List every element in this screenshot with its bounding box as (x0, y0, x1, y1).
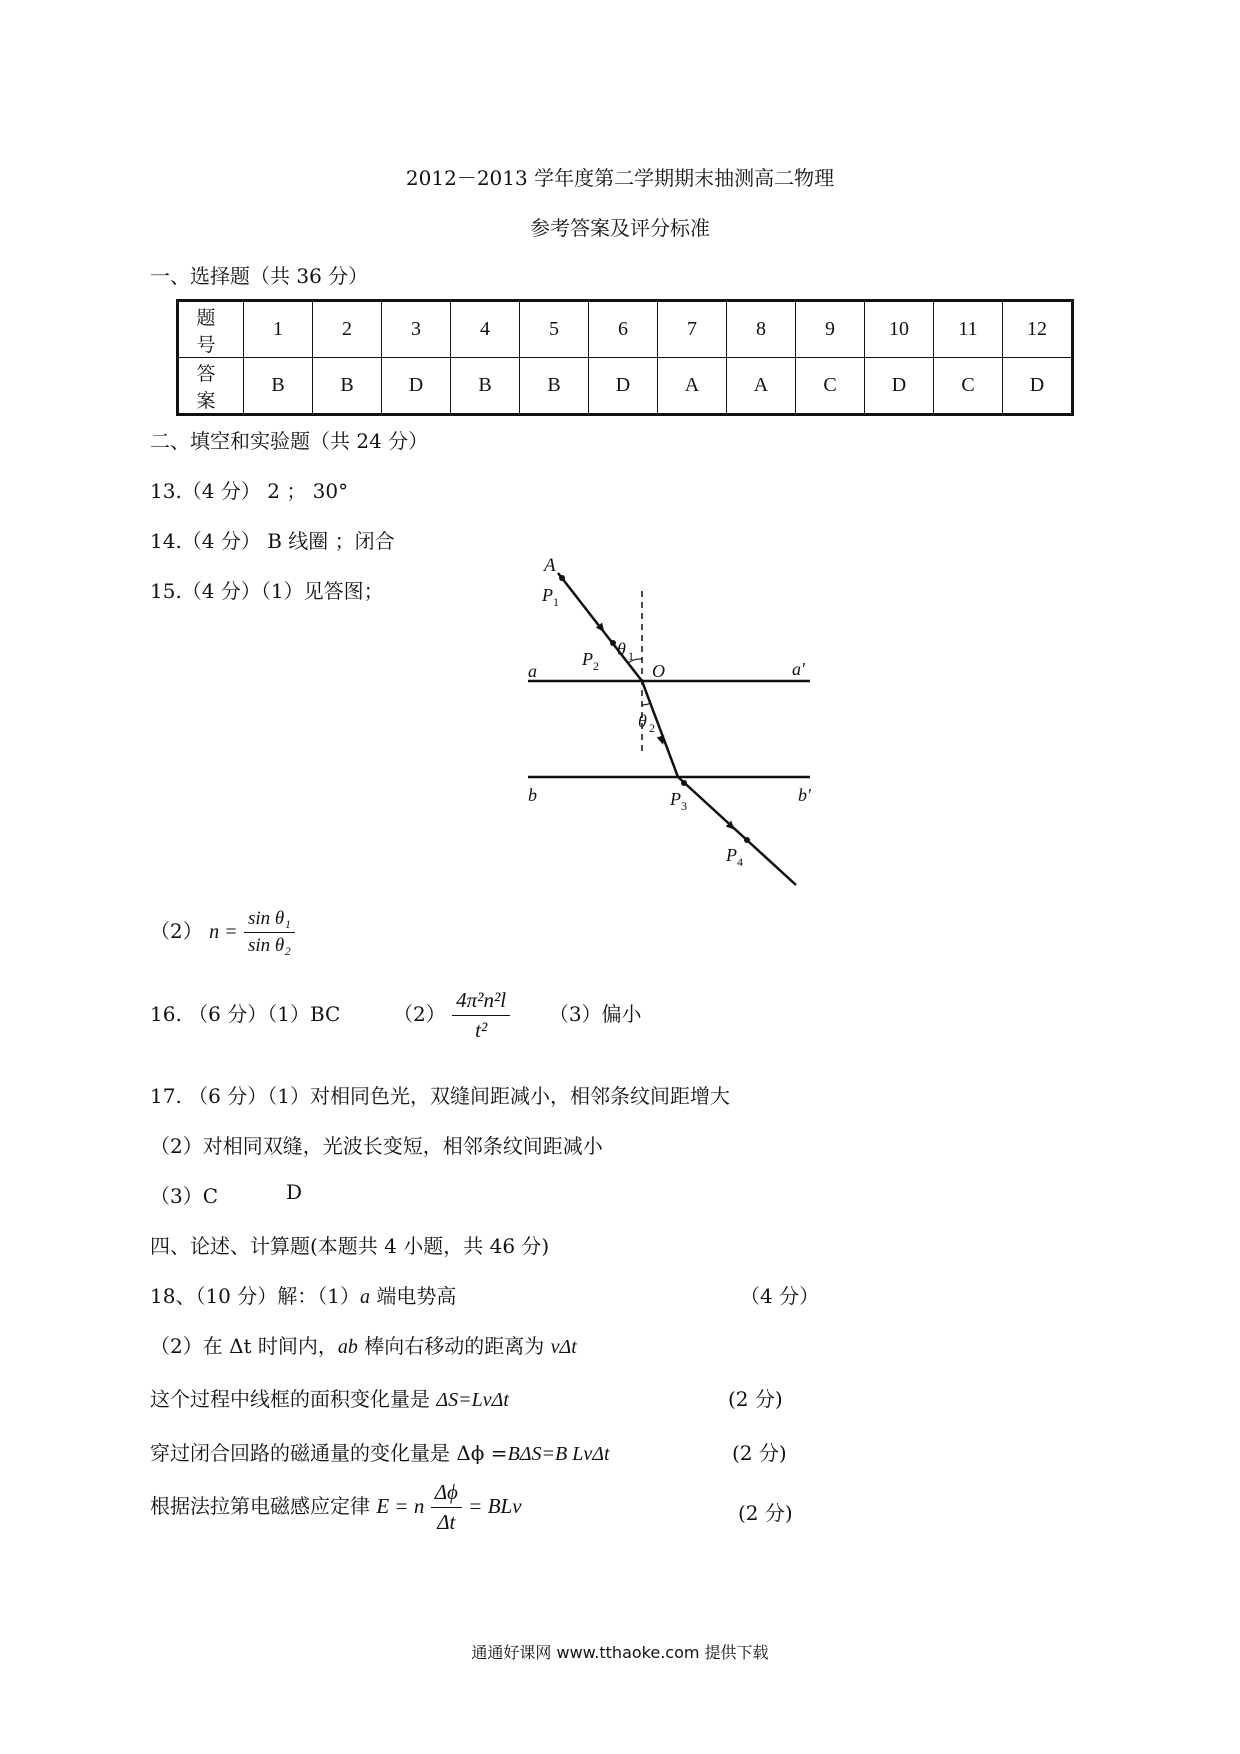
q18-line3 (150, 1383, 509, 1412)
pin-p1-marker (559, 575, 565, 581)
answer-cell: D (382, 358, 451, 415)
question-number-cell: 4 (451, 301, 520, 358)
q18-line3-formula: ΔS=LvΔt (436, 1389, 509, 1411)
question-number-cell: 10 (865, 301, 934, 358)
table-row-answers (178, 358, 1073, 415)
q16-part2-prefix: （2） (393, 1002, 446, 1026)
answer-cell: C (934, 358, 1003, 415)
question-number-cell: 6 (589, 301, 658, 358)
table-row-numbers (178, 301, 1073, 358)
q18-line3-score: (2 分) (728, 1387, 783, 1411)
document-subtitle: 参考答案及评分标准 (530, 216, 710, 240)
label-P3: P (670, 789, 681, 809)
row-label-answer: 答 案 (178, 358, 244, 415)
q16-part3: （3）偏小 (548, 1002, 642, 1026)
q18-line1 (150, 1280, 456, 1309)
q18-line4-score: (2 分) (732, 1441, 787, 1465)
question-number-cell: 2 (313, 301, 382, 358)
label-P4-sub: 4 (737, 855, 743, 869)
incident-ray (558, 573, 642, 681)
label-P3-sub: 3 (681, 799, 687, 813)
q18-line2-vdt: vΔt (550, 1336, 577, 1358)
q17-line3-d: D (286, 1180, 303, 1204)
pin-p4-marker (744, 837, 750, 843)
q18-line2 (150, 1330, 577, 1359)
section1-heading: 一、选择题（共 36 分） (150, 264, 369, 288)
q16-formula-fraction (452, 988, 510, 1043)
answer-cell: B (520, 358, 589, 415)
q18-line5-score: (2 分) (738, 1501, 793, 1525)
q15-part2-prefix: （2） (150, 919, 203, 943)
label-O: O (652, 661, 665, 681)
q18-line4-text: 穿过闭合回路的磁通量的变化量是 Δϕ = (150, 1441, 508, 1465)
q16-formula-numerator: 4π²n²l (452, 988, 510, 1016)
q14-answer: 14.（4 分） B 线圈 ；闭合 (150, 529, 395, 553)
answer-cell: B (313, 358, 382, 415)
q15-formula-numerator: sin θ₁ (244, 908, 295, 933)
question-number-cell: 1 (244, 301, 313, 358)
label-theta1-sub: 1 (628, 649, 634, 663)
answer-table (176, 299, 1074, 416)
q15-formula-fraction (244, 908, 295, 957)
q17-line1: 17. （6 分）（1）对相同色光，双缝间距减小，相邻条纹间距增大 (150, 1084, 730, 1108)
q15-part2 (150, 908, 295, 957)
pin-p3-marker (681, 780, 687, 786)
q18-line1-score: （4 分） (740, 1284, 820, 1308)
label-theta2: θ (638, 711, 647, 731)
q15-answer: 15.（4 分）（1）见答图； (150, 579, 384, 603)
label-a-prime: a′ (792, 659, 805, 679)
answer-cell: D (1003, 358, 1073, 415)
answer-cell: A (658, 358, 727, 415)
q18-line5-numerator: Δϕ (431, 1480, 462, 1508)
q18-line5-lhs: E = n (376, 1494, 425, 1518)
refraction-diagram (510, 555, 830, 895)
label-P1: P (542, 585, 553, 605)
q18-line1-text: 18、（10 分）解：（1） (150, 1284, 360, 1308)
label-P2: P (582, 649, 593, 669)
label-a: a (528, 661, 537, 681)
label-P1-sub: 1 (553, 595, 559, 609)
q17-line3-c: （3）C (150, 1184, 219, 1208)
q18-line5-rhs: = BLv (468, 1494, 522, 1518)
row-label-number: 题 号 (178, 301, 244, 358)
section2-heading: 二、填空和实验题（共 24 分） (150, 429, 429, 453)
q16-part1: 16. （6 分）（1）BC (150, 1002, 341, 1026)
label-A: A (544, 555, 556, 576)
question-number-cell: 11 (934, 301, 1003, 358)
q18-line2-ab: ab (337, 1336, 358, 1358)
question-number-cell: 12 (1003, 301, 1073, 358)
question-number-cell: 8 (727, 301, 796, 358)
question-number-cell: 7 (658, 301, 727, 358)
answer-cell: D (589, 358, 658, 415)
q18-line5-denominator: Δt (437, 1510, 456, 1534)
pin-p2-marker (610, 640, 616, 646)
question-number-cell: 5 (520, 301, 589, 358)
q13-answer: 13.（4 分） 2 ； 30° (150, 479, 349, 503)
answer-cell: C (796, 358, 865, 415)
q18-line4 (150, 1437, 610, 1466)
q18-line5-fraction (431, 1480, 462, 1535)
q16-answer (150, 988, 642, 1043)
page-footer: 通通好课网 www.tthaoke.com 提供下载 (471, 1643, 769, 1662)
label-b: b (528, 785, 537, 805)
q18-line4-formula: BΔS=B LvΔt (507, 1443, 610, 1465)
q18-line2-c: 棒向右移动的距离为 (357, 1334, 551, 1358)
question-number-cell: 3 (382, 301, 451, 358)
section4-heading: 四、论述、计算题(本题共 4 小题，共 46 分) (150, 1234, 550, 1258)
label-theta1: θ (617, 639, 626, 659)
q18-line1-rest: 端电势高 (369, 1284, 457, 1308)
label-P4: P (726, 845, 737, 865)
label-b-prime: b′ (798, 785, 811, 805)
document-title: 2012－2013 学年度第二学期期末抽测高二物理 (405, 166, 835, 190)
q18-line5 (150, 1480, 522, 1535)
q18-line2-a: （2）在 Δt 时间内， (150, 1334, 338, 1358)
label-theta2-sub: 2 (649, 721, 655, 735)
label-P2-sub: 2 (593, 659, 599, 673)
answer-cell: B (451, 358, 520, 415)
answer-cell: A (727, 358, 796, 415)
q15-formula-lhs: n = (209, 921, 238, 943)
refracted-ray (642, 681, 678, 777)
q18-line3-text: 这个过程中线框的面积变化量是 (150, 1387, 437, 1411)
q16-formula-denominator: t² (475, 1018, 488, 1042)
q18-line1-a: a (359, 1286, 370, 1308)
question-number-cell: 9 (796, 301, 865, 358)
q15-formula-denominator: sin θ₂ (247, 935, 291, 956)
answer-cell: B (244, 358, 313, 415)
q17-line2: （2）对相同双缝，光波长变短，相邻条纹间距减小 (150, 1134, 603, 1158)
q18-line5-text: 根据法拉第电磁感应定律 (150, 1494, 377, 1518)
answer-cell: D (865, 358, 934, 415)
